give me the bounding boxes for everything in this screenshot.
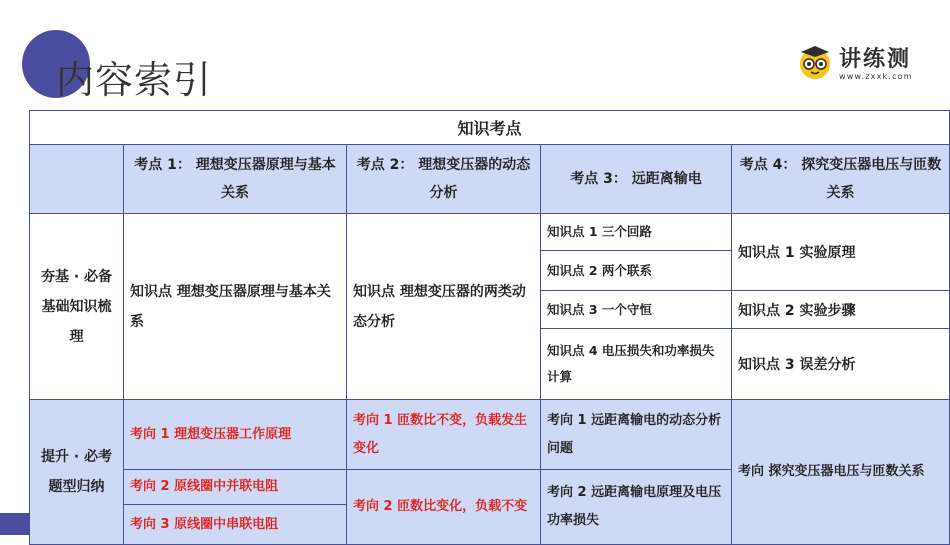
- cell-basics-topic-3-item: 知识点 3 一个守恒: [541, 291, 732, 329]
- row-label-basics: 夯基 · 必备基础知识梳理: [30, 214, 124, 400]
- column-header-topic-1: 考点 1： 理想变压器原理与基本关系: [124, 145, 347, 214]
- cell-exam-topic-1-item: 考向 1 理想变压器工作原理: [124, 400, 347, 470]
- cell-exam-topic-1-item: 考向 3 原线圈中串联电阻: [124, 505, 347, 545]
- cell-basics-topic-4-item: 知识点 3 误差分析: [732, 329, 950, 400]
- cell-basics-topic-3-item: 知识点 1 三个回路: [541, 214, 732, 251]
- logo-brand: 讲练测: [839, 47, 912, 72]
- column-header-topic-3: 考点 3： 远距离输电: [541, 145, 732, 214]
- cell-exam-topic-3-item: 考向 1 远距离输电的动态分析问题: [541, 400, 732, 470]
- page-title: 内容索引: [56, 58, 213, 102]
- column-header-topic-4: 考点 4： 探究变压器电压与匝数关系: [732, 145, 950, 214]
- logo-url: www.zxxk.com: [839, 72, 913, 81]
- row-label-exam-types: 提升 · 必考题型归纳: [30, 400, 124, 545]
- cell-basics-topic-1: 知识点 理想变压器原理与基本关系: [124, 214, 347, 400]
- cell-basics-topic-3-item: 知识点 4 电压损失和功率损失计算: [541, 329, 732, 400]
- owl-logo-icon: [797, 44, 833, 80]
- column-header-topic-2: 考点 2： 理想变压器的动态分析: [347, 145, 541, 214]
- cell-basics-topic-3-item: 知识点 2 两个联系: [541, 251, 732, 291]
- cell-exam-topic-2-item: 考向 1 匝数比不变，负载发生变化: [347, 400, 541, 470]
- cell-exam-topic-4: 考向 探究变压器电压与匝数关系: [732, 400, 950, 545]
- column-header-blank: [30, 145, 124, 214]
- logo: [797, 40, 927, 88]
- knowledge-table: [29, 110, 950, 545]
- cell-exam-topic-2-item: 考向 2 匝数比变化，负载不变: [347, 470, 541, 545]
- cell-basics-topic-4-item: 知识点 2 实验步骤: [732, 291, 950, 329]
- cell-exam-topic-3-item: 考向 2 远距离输电原理及电压功率损失: [541, 470, 732, 545]
- table-header: 知识考点: [30, 111, 950, 145]
- cell-exam-topic-1-item: 考向 2 原线圈中并联电阻: [124, 470, 347, 505]
- cell-basics-topic-2: 知识点 理想变压器的两类动态分析: [347, 214, 541, 400]
- cell-basics-topic-4-item: 知识点 1 实验原理: [732, 214, 950, 291]
